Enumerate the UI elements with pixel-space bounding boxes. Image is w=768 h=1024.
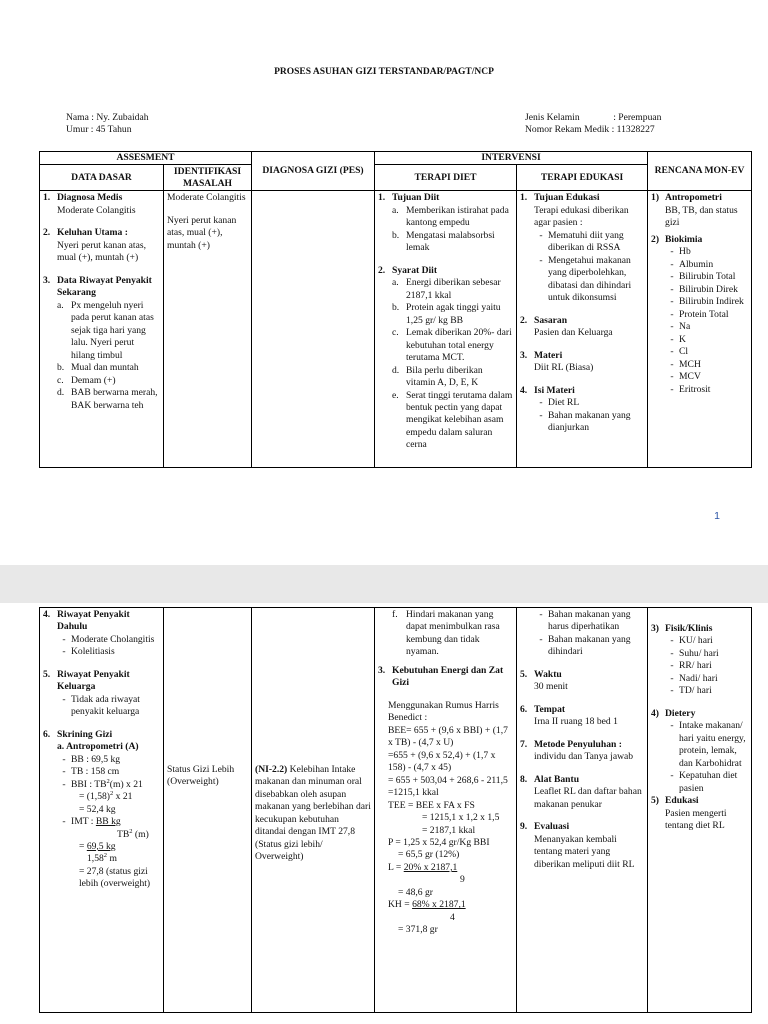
sub-letter: c. [57, 374, 64, 386]
diagnosis-text: Kelebihan Intake makanan dan minuman oral disebabkan oleh asupan makanan yang berlebihan dari kecukupan kebutuhan ditandai dengan IMT 27,8 (Status gizi lebih/ Overweight) [255, 764, 371, 863]
item-number: 1. [43, 192, 51, 204]
formula-text: TB [117, 828, 130, 840]
sub-letter: f. [392, 609, 398, 620]
formula-text: m [107, 853, 117, 865]
superscript: 2 [106, 777, 110, 785]
calc-line: = 655 + 503,04 + 268,6 - 211,5 [388, 774, 508, 786]
dash-bullet: - [539, 229, 543, 241]
diet-requirement: Hindari makanan yang dapat menimbulkan rasa kembung dan tidak nyaman. [406, 609, 500, 658]
dash-bullet: - [539, 609, 543, 620]
diet-requirement: Energi diberikan sebesar 2187,1 kkal [406, 277, 501, 301]
item-number: 2. [43, 227, 51, 239]
section-title: Fisik/Klinis [665, 623, 713, 634]
fraction-numerator: BB kg [95, 816, 121, 828]
dash-bullet: - [670, 770, 674, 782]
item-number: 5) [651, 795, 659, 807]
cell-rencana [648, 608, 752, 1013]
lab-item: MCV [679, 371, 701, 383]
item-number: 6. [43, 728, 51, 740]
section-title: Skrining Gizi [57, 728, 113, 740]
patient-age: Umur : 45 Tahun [66, 124, 132, 135]
sub-letter: b. [392, 302, 400, 314]
dash-bullet: - [670, 358, 674, 370]
section-title: Evaluasi [534, 821, 570, 833]
dash-bullet: - [670, 271, 674, 283]
ideal-weight-result: = 52,4 kg [79, 803, 116, 815]
calc-line: = 65,5 gr (12%) [398, 849, 460, 861]
diet-goal: Memberikan istirahat pada kantong empedu [406, 204, 509, 229]
item-number: 3. [520, 349, 528, 361]
dash-bullet: - [670, 635, 674, 647]
dash-bullet: - [670, 660, 674, 672]
fraction-numerator: 68% x 2187,1 [412, 899, 466, 911]
dash-bullet: - [670, 371, 674, 383]
dietary-item: Kepatuhan diet pasien [679, 770, 738, 794]
item-number: 1. [378, 192, 386, 204]
ncp-table-page-2 [39, 607, 752, 1013]
formula-text: L = [388, 861, 404, 873]
bmi-calc [57, 841, 160, 853]
cell-diagnosa [252, 608, 375, 1013]
section-title: Waktu [534, 668, 562, 680]
education-place: Irna II ruang 18 bed 1 [534, 716, 618, 728]
item-number: 3) [651, 623, 659, 634]
energy-calculation [378, 700, 513, 937]
section-title: Kebutuhan Energi dan Zat Gizi [392, 664, 504, 689]
item-number: 4) [651, 707, 659, 719]
item-number: 9. [520, 821, 528, 833]
item-number: 1. [520, 192, 528, 204]
item-number: 4. [520, 384, 528, 396]
section-title: Riwayat Penyakit Dahulu [57, 609, 130, 633]
cell-terapi-diet [375, 608, 517, 1013]
cell-diagnosa [252, 191, 375, 468]
cell-data-dasar [40, 191, 164, 468]
family-history: Tidak ada riwayat penyakit keluarga [71, 693, 140, 718]
history-item: BAB berwarna merah, BAK berwarna teh [71, 387, 158, 411]
body-weight: BB : 69,5 kg [71, 753, 121, 765]
lab-item: Eritrosit [679, 383, 711, 395]
calc-line: TEE = BEE x FA x FS [388, 799, 475, 811]
monitoring-anthropometry: BB, TB, dan status gizi [665, 204, 738, 229]
dash-bullet: - [670, 672, 674, 684]
cell-terapi-edukasi [517, 608, 648, 1013]
education-point: Mematuhi diit yang diberikan di RSSA [548, 229, 624, 254]
header-rencana: RENCANA MON-EV [648, 152, 752, 191]
header-identifikasi: IDENTIFIKASI MASALAH [164, 165, 252, 191]
clinical-item: KU/ hari [679, 635, 713, 647]
material-content: Bahan makanan yang dianjurkan [548, 409, 631, 433]
sub-letter: d. [57, 387, 65, 399]
calc-line: P = 1,25 x 52,4 gr/Kg BBI [388, 836, 490, 848]
section-title: Tujuan Diit [392, 192, 440, 204]
lab-item: Bilirubin Direk [679, 283, 738, 295]
dash-bullet: - [670, 308, 674, 320]
calc-line: = 2187,1 kkal [422, 824, 476, 836]
problem-1: Moderate Colangitis [167, 192, 246, 204]
nutrition-status: Status Gizi Lebih (Overweight) [167, 764, 235, 788]
problem-2: Nyeri perut kanan atas, mual (+), muntah (+) [167, 214, 237, 251]
calc-line: =655 + (9,6 x 52,4) + (1,7 x 158) - (4,7 x 45) [388, 749, 496, 774]
dash-bullet: - [670, 321, 674, 333]
section-title: Diagnosa Medis [57, 192, 123, 204]
item-number: 5. [520, 668, 528, 680]
superscript: 2 [103, 852, 108, 860]
cell-identifikasi [164, 608, 252, 1013]
page-separator [0, 565, 768, 603]
calc-line: Menggunakan Rumus Harris Benedict : [388, 699, 499, 724]
item-number: 3. [43, 274, 51, 286]
education-target: Pasien dan Keluarga [534, 327, 613, 339]
item-number: 5. [43, 668, 51, 680]
section-title: Tempat [534, 703, 566, 715]
history-item: Px mengeluh nyeri pada perut kanan atas sejak tiga hari yang lalu. Nyeri perut hilang timbul [71, 299, 154, 361]
fat-calc [388, 862, 513, 874]
cell-rencana [648, 191, 752, 468]
education-material: Diit RL (Biasa) [534, 362, 594, 374]
cell-data-dasar [40, 608, 164, 1013]
past-disease: Kolelitiasis [71, 646, 115, 658]
education-time: 30 menit [534, 681, 568, 693]
bmi-formula [71, 816, 160, 828]
superscript: 2 [110, 789, 114, 797]
education-tools: Leaflet RL dan daftar bahan makanan penukar [534, 786, 642, 810]
lab-item: Bilirubin Indirek [679, 296, 744, 308]
patient-name: Nama : Ny. Zubaidah [66, 112, 149, 123]
education-evaluation: Menanyakan kembali tentang materi yang diberikan meliputi diit RL [534, 833, 635, 870]
header-diagnosa: DIAGNOSA GIZI (PES) [252, 152, 375, 191]
ncp-table-page-1 [39, 151, 752, 468]
dash-bullet: - [539, 409, 543, 421]
lab-item: Cl [679, 346, 689, 358]
dash-bullet: - [62, 633, 66, 645]
history-item: Mual dan muntah [71, 362, 139, 374]
section-title: Edukasi [665, 795, 699, 807]
section-title: Alat Bantu [534, 773, 580, 785]
clinical-item: Nadi/ hari [679, 672, 718, 684]
pes-diagnosis [255, 764, 371, 864]
dash-bullet: - [62, 816, 66, 828]
education-point: Mengetahui makanan yang diperbolehkan, dibatasi dan dihindari untuk dikonsumsi [548, 254, 632, 304]
material-content: Bahan makanan yang dihindari [548, 633, 631, 658]
clinical-item: RR/ hari [679, 660, 712, 672]
sub-letter: d. [392, 364, 400, 376]
header-terapi-diet: TERAPI DIET [375, 165, 517, 191]
fraction-numerator: 20% x 2187,1 [403, 861, 458, 873]
dash-bullet: - [539, 397, 543, 409]
superscript: 2 [129, 827, 133, 835]
past-disease: Moderate Cholangitis [71, 633, 155, 645]
dash-bullet: - [670, 647, 674, 659]
dash-bullet: - [670, 333, 674, 345]
sub-letter: b. [392, 229, 400, 241]
item-number: 2. [378, 264, 386, 276]
section-title: Riwayat Penyakit Keluarga [57, 668, 130, 693]
section-title: Metode Penyuluhan : [534, 738, 622, 750]
diet-requirement: Bila perlu diberikan vitamin A, D, E, K [406, 364, 483, 389]
item-number: 2) [651, 233, 660, 245]
formula-text: (m) [132, 828, 149, 840]
item-number: 8. [520, 773, 528, 785]
dash-bullet: - [62, 766, 66, 778]
sub-letter: c. [392, 327, 399, 339]
section-title: Isi Materi [534, 384, 575, 396]
diet-requirement: Lemak diberikan 20%- dari kebutuhan total energy terutama MCT. [406, 327, 512, 364]
fraction-denominator: 9 [460, 874, 465, 886]
dash-bullet: - [670, 383, 674, 395]
dash-bullet: - [670, 346, 674, 358]
dash-bullet: - [539, 633, 543, 645]
lab-item: Hb [679, 246, 691, 258]
section-title: Biokimia [665, 233, 703, 245]
formula-text: 1,58 [87, 853, 104, 865]
lab-item: K [679, 333, 686, 345]
education-goal: Terapi edukasi diberikan agar pasien : [534, 204, 629, 229]
material-content: Diet RL [548, 397, 580, 409]
clinical-item: TD/ hari [679, 685, 712, 697]
sub-letter: a. [57, 299, 64, 311]
history-item: Demam (+) [71, 374, 116, 386]
dash-bullet: - [62, 646, 66, 658]
method-value: individu dan Tanya jawab [534, 751, 634, 763]
calc-line: BEE= 655 + (9,6 x BBI) + (1,7 x TB) - (4,7 x U) [388, 724, 508, 749]
section-title: Dietery [665, 707, 696, 719]
patient-gender: Jenis Kelamin : Perempuan [525, 112, 662, 123]
fraction-denominator: 4 [450, 911, 455, 923]
lab-item: Albumin [679, 258, 714, 270]
calc-line: = 1215,1 x 1,2 x 1,5 [422, 812, 500, 824]
header-terapi-edukasi: TERAPI EDUKASI [517, 165, 648, 191]
calc-line: =1215,1 kkal [388, 787, 439, 799]
dietary-item: Intake makanan/ hari yaitu energy, protein, lemak, dan Karbohidrat [679, 720, 746, 769]
clinical-item: Suhu/ hari [679, 647, 719, 659]
dash-bullet: - [62, 778, 66, 790]
section-title: Antropometri [665, 192, 722, 204]
bmi-calc-denominator [57, 853, 160, 865]
item-number: 1) [651, 192, 660, 204]
lab-item: Protein Total [679, 308, 729, 320]
formula-text: (m) x 21 [109, 778, 143, 790]
cell-terapi-edukasi [517, 191, 648, 468]
diagnosis-code: (NI-2.2) [255, 764, 288, 775]
document-title: PROSES ASUHAN GIZI TERSTANDAR/PAGT/NCP [274, 67, 494, 77]
item-number: 2. [520, 314, 528, 326]
lab-item: MCH [679, 358, 701, 370]
lab-item: Bilirubin Total [679, 271, 736, 283]
header-data-dasar: DATA DASAR [40, 165, 164, 191]
ideal-weight [71, 779, 160, 791]
section-title: Sasaran [534, 314, 568, 326]
bmi-denominator [57, 829, 160, 841]
sub-letter: b. [57, 362, 65, 374]
dash-bullet: - [670, 258, 674, 270]
sub-letter: e. [392, 389, 399, 401]
carb-calc [388, 899, 513, 911]
material-content: Bahan makanan yang harus diperhatikan [548, 609, 631, 633]
section-title: Tujuan Edukasi [534, 192, 600, 204]
item-number: 4. [43, 609, 51, 620]
formula-text: IMT : [71, 816, 94, 828]
section-title: Data Riwayat Penyakit Sekarang [57, 274, 152, 299]
dash-bullet: - [670, 720, 674, 732]
dash-bullet: - [670, 296, 674, 308]
anthropometry-title: a. Antropometri (A) [57, 741, 139, 753]
page-number: 1 [714, 510, 720, 522]
diet-requirement: Serat tinggi terutama dalam bentuk pectin yang dapat mengikat kelebihan asam empedu dalam saluran cerna [406, 389, 513, 451]
education-monitoring: Pasien mengerti tentang diet RL [665, 807, 727, 832]
dash-bullet: - [62, 693, 66, 705]
formula-text: = [79, 840, 87, 852]
dash-bullet: - [62, 753, 66, 765]
dash-bullet: - [670, 283, 674, 295]
dash-bullet: - [670, 685, 674, 697]
dash-bullet: - [670, 246, 674, 258]
header-intervensi: INTERVENSI [375, 152, 648, 165]
education-method [534, 739, 644, 764]
item-number: 6. [520, 703, 528, 715]
diet-requirement: Protein agak tinggi yaitu 1,25 gr/ kg BB [406, 302, 501, 326]
sub-letter: a. [392, 277, 399, 289]
sub-letter: a. [392, 204, 399, 216]
bmi-result: = 27,8 (status gizi lebih (overweight) [79, 865, 151, 890]
diet-goal: Mengatasi malabsorbsi lemak [406, 229, 495, 254]
formula-text: = (1,58) [79, 791, 110, 803]
formula-text: x 21 [113, 791, 133, 803]
medical-diagnosis: Moderate Colangitis [57, 204, 136, 216]
formula-text: KH = [388, 899, 413, 911]
formula-text: BBI : TB [71, 778, 107, 790]
section-title: Keluhan Utama : [57, 227, 128, 239]
dash-bullet: - [539, 254, 543, 266]
body-height: TB : 158 cm [71, 766, 120, 778]
fraction-numerator: 69,5 kg [86, 840, 116, 852]
calc-line: = 48,6 gr [398, 886, 433, 898]
section-title: Materi [534, 349, 563, 361]
cell-identifikasi [164, 191, 252, 468]
item-number: 7. [520, 738, 528, 750]
item-number: 3. [378, 664, 386, 676]
header-assesment: ASSESMENT [40, 152, 252, 165]
lab-item: Na [679, 321, 691, 333]
patient-record-number: Nomor Rekam Medik : 11328227 [525, 124, 655, 135]
calc-line: = 371,8 gr [398, 924, 438, 936]
cell-terapi-diet [375, 191, 517, 468]
section-title: Syarat Diit [392, 264, 438, 276]
ideal-weight-step [57, 791, 160, 803]
chief-complaint: Nyeri perut kanan atas, mual (+), muntah (+) [57, 239, 146, 264]
